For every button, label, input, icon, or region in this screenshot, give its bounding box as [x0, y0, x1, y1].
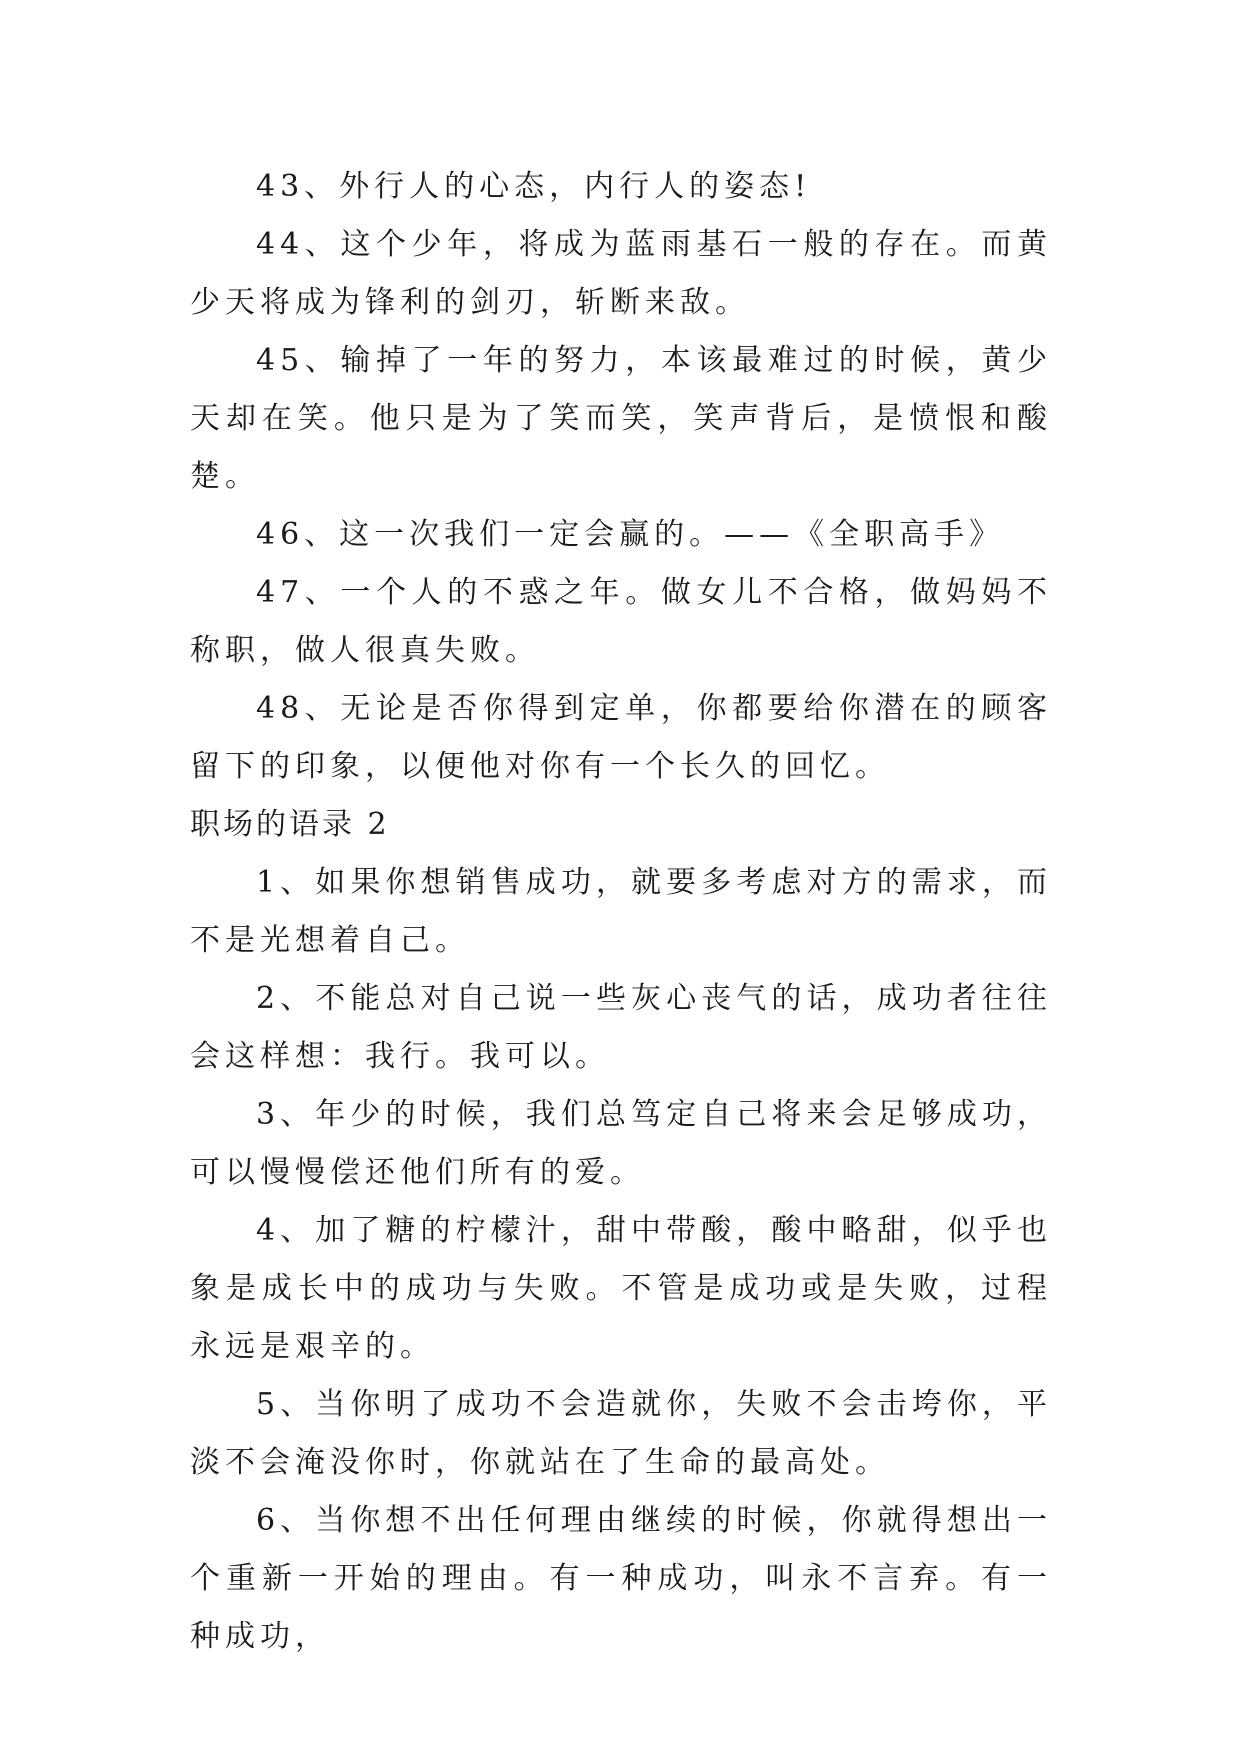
quote-3: 3、年少的时候，我们总笃定自己将来会足够成功，可以慢慢偿还他们所有的爱。 — [190, 1097, 1052, 1190]
quote-1: 1、如果你想销售成功，就要多考虑对方的需求，而不是光想着自己。 — [190, 865, 1052, 958]
section-heading: 职场的语录 2 — [190, 807, 390, 842]
quote-44: 44、这个少年，将成为蓝雨基石一般的存在。而黄少天将成为锋利的剑刃，斩断来敌。 — [190, 227, 1052, 320]
quote-48: 48、无论是否你得到定单，你都要给你潜在的顾客留下的印象，以便他对你有一个长久的回忆。 — [190, 691, 1052, 784]
quote-46: 46、这一次我们一定会赢的。——《全职高手》 — [256, 517, 1005, 552]
quote-2: 2、不能总对自己说一些灰心丧气的话，成功者往往会这样想：我行。我可以。 — [190, 981, 1052, 1074]
quote-47: 47、一个人的不惑之年。做女儿不合格，做妈妈不称职，做人很真失败。 — [190, 575, 1052, 668]
quote-45: 45、输掉了一年的努力，本该最难过的时候，黄少天却在笑。他只是为了笑而笑，笑声背后，是愤恨和酸楚。 — [190, 343, 1052, 494]
quote-6: 6、当你想不出任何理由继续的时候，你就得想出一个重新一开始的理由。有一种成功，叫永不言弃。有一种成功， — [190, 1503, 1052, 1654]
quote-5: 5、当你明了成功不会造就你，失败不会击垮你，平淡不会淹没你时，你就站在了生命的最高处。 — [190, 1387, 1052, 1480]
quote-4: 4、加了糖的柠檬汁，甜中带酸，酸中略甜，似乎也象是成长中的成功与失败。不管是成功或是失败，过程永远是艰辛的。 — [190, 1213, 1052, 1364]
document-body — [190, 158, 1052, 1666]
quote-43: 43、外行人的心态，内行人的姿态! — [256, 169, 812, 204]
